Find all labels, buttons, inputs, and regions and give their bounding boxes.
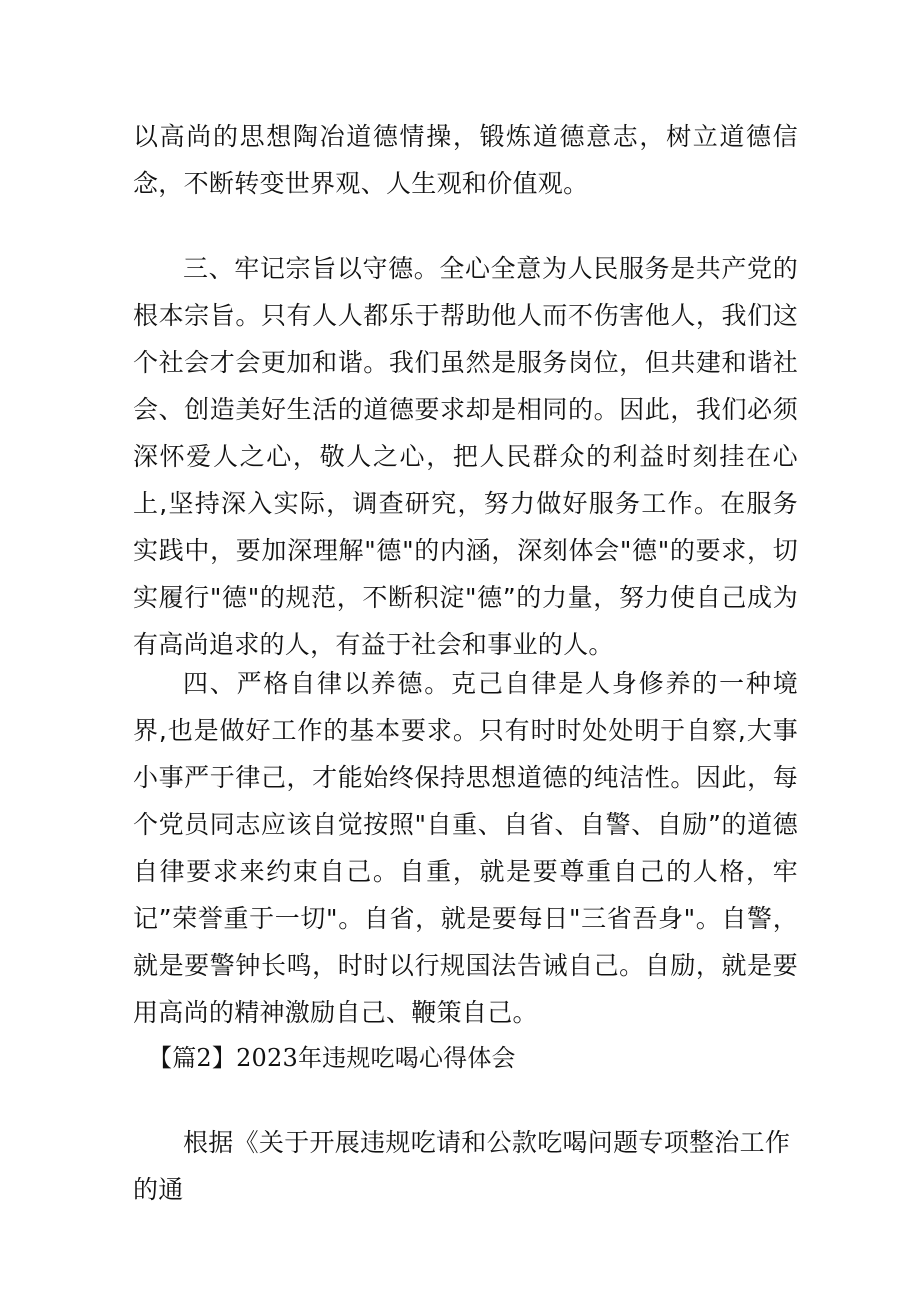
paragraph-section-three: 三、牢记宗旨以守德。全心全意为人民服务是共产党的根本宗旨。只有人人都乐于帮助他人而不伤害他人，我们这个社会才会更加和谐。我们虽然是服务岗位，但共建和谐社会、创造美好生活的道德要求却是相同的。因此，我们必须深怀爱人之心，敬人之心，把人民群众的利益时刻挂在心上,坚持深入实际，调查研究，努力做好服务工作。在服务实践中，要加深理解"德"的内涵，深刻体会"德"的要求，切实履行"德"的规范，不断积淀"德”的力量，努力使自己成为有高尚追求的人，有益于社会和事业的人。 bbox=[133, 254, 798, 659]
section-heading: 【篇2】2023年违规吃喝心得体会 bbox=[148, 1044, 516, 1072]
paragraph-continuation: 以高尚的思想陶冶道德情操，锻炼道德意志，树立道德信念，不断转变世界观、人生观和价值观。 bbox=[133, 122, 798, 198]
paragraph-section-four: 四、严格自律以养德。克己自律是人身修养的一种境界,也是做好工作的基本要求。只有时时处处明于自察,大事小事严于律己，才能始终保持思想道德的纯洁性。因此，每个党员同志应该自觉按照"自重、自省、自警、自励”的道德自律要求来约束自己。自重，就是要尊重自己的人格，牢记”荣誉重于一切"。自省，就是要每日"三省吾身"。自警，就是要警钟长鸣，时时以行规国法告诫自己。自励，就是要用高尚的精神激励自己、鞭策自己。 bbox=[133, 669, 798, 1027]
paragraph-intro: 根据《关于开展违规吃请和公款吃喝问题专项整治工作的通 bbox=[133, 1128, 791, 1204]
